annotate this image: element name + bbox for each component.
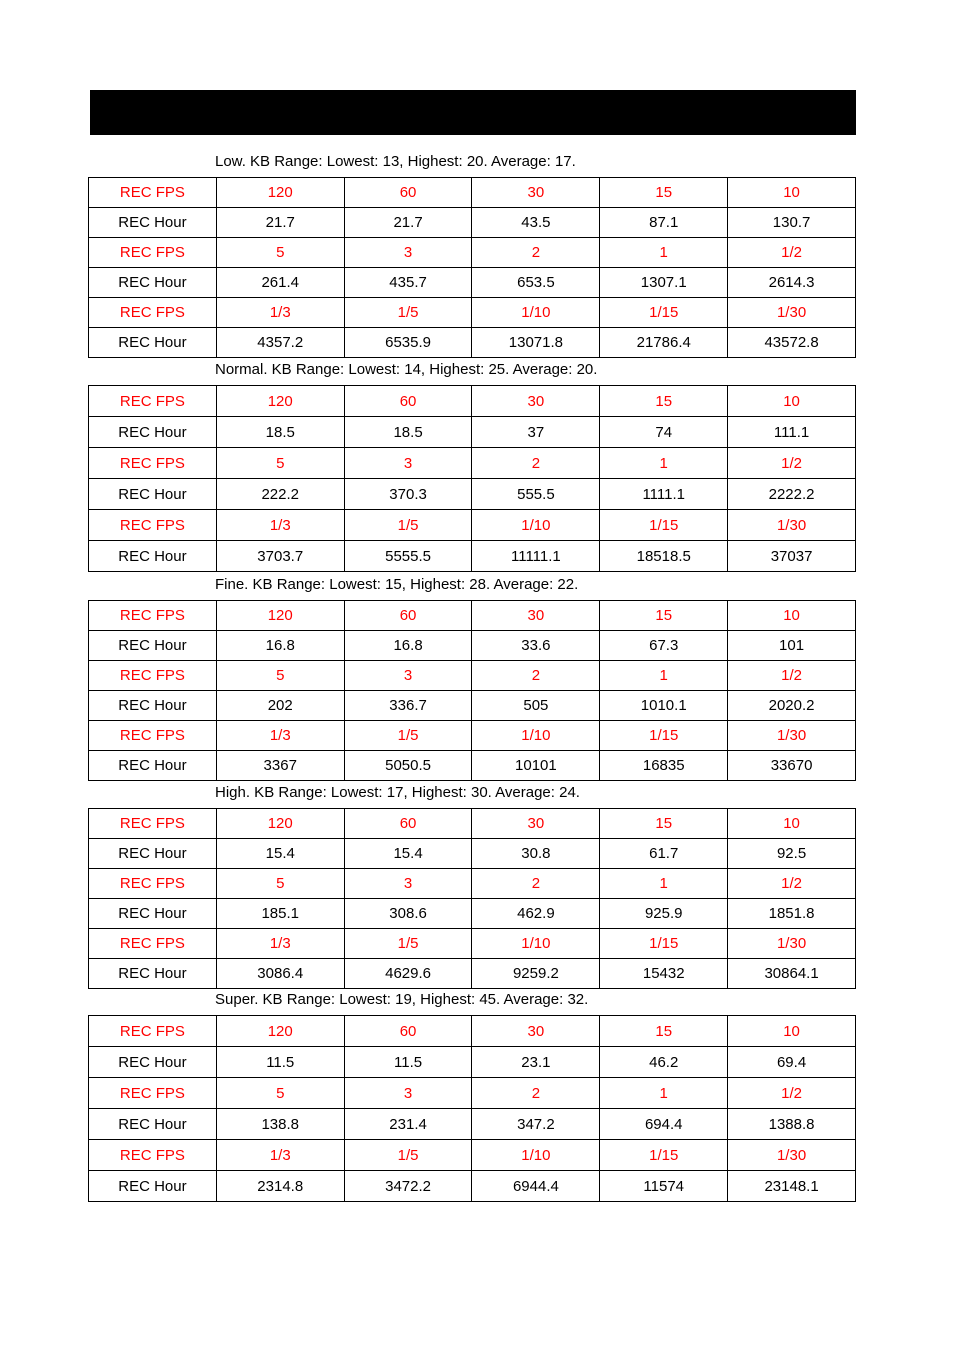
table-cell: 2614.3 [728, 268, 856, 298]
table-cell: 120 [216, 809, 344, 839]
table-cell: 1 [600, 1078, 728, 1109]
section-caption-normal: Normal. KB Range: Lowest: 14, Highest: 25. Average: 20. [215, 361, 598, 378]
table-cell: 61.7 [600, 839, 728, 869]
table-cell: 308.6 [344, 899, 472, 929]
table-cell: 694.4 [600, 1109, 728, 1140]
table-cell: 43572.8 [728, 328, 856, 358]
table-cell: 1307.1 [600, 268, 728, 298]
table-cell: 1/3 [216, 298, 344, 328]
table-row [89, 1140, 856, 1171]
table-cell: 16835 [600, 751, 728, 781]
row-label: REC Hour [89, 479, 217, 510]
table-cell: 1/30 [728, 298, 856, 328]
row-label: REC FPS [89, 298, 217, 328]
table-cell: 60 [344, 601, 472, 631]
table-cell: 1/10 [472, 721, 600, 751]
table-cell: 43.5 [472, 208, 600, 238]
row-label: REC FPS [89, 510, 217, 541]
table-cell: 33670 [728, 751, 856, 781]
table-cell: 23148.1 [728, 1171, 856, 1202]
row-label: REC Hour [89, 417, 217, 448]
table-row [89, 1047, 856, 1078]
table-cell: 1111.1 [600, 479, 728, 510]
table-cell: 1/30 [728, 721, 856, 751]
table-cell: 130.7 [728, 208, 856, 238]
row-label: REC Hour [89, 1109, 217, 1140]
table-cell: 30 [472, 809, 600, 839]
table-cell: 1851.8 [728, 899, 856, 929]
table-cell: 21.7 [216, 208, 344, 238]
table-cell: 18.5 [216, 417, 344, 448]
table-cell: 3 [344, 1078, 472, 1109]
table-cell: 60 [344, 386, 472, 417]
row-label: REC Hour [89, 631, 217, 661]
table-cell: 2314.8 [216, 1171, 344, 1202]
table-cell: 13071.8 [472, 328, 600, 358]
table-cell: 5050.5 [344, 751, 472, 781]
table-row [89, 268, 856, 298]
table-cell: 1/15 [600, 298, 728, 328]
table-cell: 92.5 [728, 839, 856, 869]
table-cell: 5 [216, 448, 344, 479]
table-cell: 120 [216, 178, 344, 208]
rec-table-low [88, 177, 856, 358]
table-row [89, 809, 856, 839]
table-row [89, 1078, 856, 1109]
table-row [89, 869, 856, 899]
table-row [89, 1109, 856, 1140]
table-cell: 2222.2 [728, 479, 856, 510]
table-cell: 1/5 [344, 929, 472, 959]
table-cell: 30864.1 [728, 959, 856, 989]
table-cell: 1010.1 [600, 691, 728, 721]
table-cell: 120 [216, 1016, 344, 1047]
table-cell: 1/3 [216, 510, 344, 541]
table-cell: 185.1 [216, 899, 344, 929]
table-cell: 2 [472, 1078, 600, 1109]
table-cell: 10 [728, 601, 856, 631]
table-cell: 21786.4 [600, 328, 728, 358]
table-cell: 2 [472, 869, 600, 899]
table-cell: 1/5 [344, 298, 472, 328]
table-row [89, 208, 856, 238]
table-cell: 11111.1 [472, 541, 600, 572]
row-label: REC Hour [89, 268, 217, 298]
table-cell: 120 [216, 386, 344, 417]
table-cell: 1/2 [728, 661, 856, 691]
rec-table-super [88, 1015, 856, 1202]
table-cell: 1 [600, 869, 728, 899]
table-row [89, 751, 856, 781]
table-cell: 1/2 [728, 448, 856, 479]
rec-table-fine [88, 600, 856, 781]
table-cell: 87.1 [600, 208, 728, 238]
table-cell: 60 [344, 178, 472, 208]
table-row [89, 328, 856, 358]
table-cell: 2020.2 [728, 691, 856, 721]
table-cell: 18.5 [344, 417, 472, 448]
table-cell: 30 [472, 1016, 600, 1047]
table-cell: 2 [472, 661, 600, 691]
table-row [89, 417, 856, 448]
table-cell: 6944.4 [472, 1171, 600, 1202]
table-cell: 370.3 [344, 479, 472, 510]
table-cell: 30 [472, 386, 600, 417]
table-cell: 15 [600, 601, 728, 631]
table-cell: 3 [344, 238, 472, 268]
row-label: REC Hour [89, 1171, 217, 1202]
table-cell: 30 [472, 601, 600, 631]
section-caption-high: High. KB Range: Lowest: 17, Highest: 30. Average: 24. [215, 784, 580, 801]
table-cell: 1/5 [344, 510, 472, 541]
row-label: REC FPS [89, 1078, 217, 1109]
table-cell: 1/3 [216, 1140, 344, 1171]
table-cell: 925.9 [600, 899, 728, 929]
table-cell: 15 [600, 386, 728, 417]
table-cell: 1/2 [728, 869, 856, 899]
table-cell: 10101 [472, 751, 600, 781]
rec-table-normal [88, 385, 856, 572]
table-cell: 2 [472, 238, 600, 268]
table-cell: 10 [728, 178, 856, 208]
table-row [89, 721, 856, 751]
table-row [89, 1016, 856, 1047]
table-row [89, 601, 856, 631]
table-cell: 11.5 [344, 1047, 472, 1078]
row-label: REC FPS [89, 601, 217, 631]
table-cell: 347.2 [472, 1109, 600, 1140]
table-cell: 21.7 [344, 208, 472, 238]
table-cell: 9259.2 [472, 959, 600, 989]
header-bar [90, 90, 856, 135]
table-cell: 5555.5 [344, 541, 472, 572]
table-cell: 555.5 [472, 479, 600, 510]
table-cell: 69.4 [728, 1047, 856, 1078]
table-cell: 101 [728, 631, 856, 661]
table-row [89, 541, 856, 572]
table-cell: 15 [600, 178, 728, 208]
table-cell: 1388.8 [728, 1109, 856, 1140]
table-cell: 1 [600, 238, 728, 268]
table-cell: 3086.4 [216, 959, 344, 989]
table-cell: 1/5 [344, 721, 472, 751]
table-cell: 11574 [600, 1171, 728, 1202]
table-row [89, 479, 856, 510]
table-cell: 1/10 [472, 929, 600, 959]
table-row [89, 839, 856, 869]
table-cell: 505 [472, 691, 600, 721]
table-row [89, 238, 856, 268]
table-cell: 3367 [216, 751, 344, 781]
row-label: REC FPS [89, 721, 217, 751]
row-label: REC Hour [89, 208, 217, 238]
table-cell: 231.4 [344, 1109, 472, 1140]
table-cell: 1/30 [728, 1140, 856, 1171]
row-label: REC FPS [89, 869, 217, 899]
row-label: REC Hour [89, 541, 217, 572]
row-label: REC FPS [89, 448, 217, 479]
table-row [89, 386, 856, 417]
section-caption-fine: Fine. KB Range: Lowest: 15, Highest: 28. Average: 22. [215, 576, 579, 593]
row-label: REC FPS [89, 661, 217, 691]
table-row [89, 178, 856, 208]
table-cell: 2 [472, 448, 600, 479]
row-label: REC Hour [89, 328, 217, 358]
table-cell: 15432 [600, 959, 728, 989]
table-row [89, 661, 856, 691]
table-cell: 11.5 [216, 1047, 344, 1078]
table-cell: 10 [728, 386, 856, 417]
table-cell: 3 [344, 448, 472, 479]
row-label: REC FPS [89, 809, 217, 839]
table-cell: 6535.9 [344, 328, 472, 358]
table-cell: 37 [472, 417, 600, 448]
table-row [89, 899, 856, 929]
row-label: REC Hour [89, 1047, 217, 1078]
table-cell: 60 [344, 809, 472, 839]
row-label: REC FPS [89, 238, 217, 268]
row-label: REC Hour [89, 839, 217, 869]
table-cell: 30 [472, 178, 600, 208]
table-cell: 1/10 [472, 510, 600, 541]
table-cell: 5 [216, 869, 344, 899]
table-row [89, 448, 856, 479]
table-row [89, 631, 856, 661]
table-row [89, 1171, 856, 1202]
table-cell: 4629.6 [344, 959, 472, 989]
table-cell: 1/10 [472, 1140, 600, 1171]
table-cell: 1/2 [728, 1078, 856, 1109]
table-row [89, 929, 856, 959]
table-cell: 10 [728, 1016, 856, 1047]
table-cell: 46.2 [600, 1047, 728, 1078]
table-cell: 202 [216, 691, 344, 721]
table-cell: 120 [216, 601, 344, 631]
table-row [89, 298, 856, 328]
table-cell: 3703.7 [216, 541, 344, 572]
table-cell: 15 [600, 809, 728, 839]
table-cell: 653.5 [472, 268, 600, 298]
row-label: REC FPS [89, 1140, 217, 1171]
table-cell: 1/15 [600, 1140, 728, 1171]
table-cell: 23.1 [472, 1047, 600, 1078]
table-cell: 67.3 [600, 631, 728, 661]
table-cell: 1/30 [728, 510, 856, 541]
table-cell: 1/2 [728, 238, 856, 268]
table-cell: 15.4 [216, 839, 344, 869]
table-cell: 3 [344, 869, 472, 899]
table-cell: 15 [600, 1016, 728, 1047]
table-cell: 336.7 [344, 691, 472, 721]
table-cell: 261.4 [216, 268, 344, 298]
table-cell: 1/30 [728, 929, 856, 959]
table-cell: 74 [600, 417, 728, 448]
table-cell: 1 [600, 448, 728, 479]
table-row [89, 510, 856, 541]
row-label: REC FPS [89, 929, 217, 959]
table-row [89, 691, 856, 721]
table-cell: 16.8 [344, 631, 472, 661]
table-cell: 1/15 [600, 510, 728, 541]
row-label: REC FPS [89, 1016, 217, 1047]
row-label: REC Hour [89, 899, 217, 929]
table-cell: 462.9 [472, 899, 600, 929]
row-label: REC Hour [89, 959, 217, 989]
section-caption-low: Low. KB Range: Lowest: 13, Highest: 20. Average: 17. [215, 153, 576, 170]
table-cell: 1/15 [600, 721, 728, 751]
row-label: REC FPS [89, 178, 217, 208]
table-cell: 1/3 [216, 929, 344, 959]
table-cell: 37037 [728, 541, 856, 572]
table-cell: 60 [344, 1016, 472, 1047]
table-cell: 5 [216, 1078, 344, 1109]
table-cell: 111.1 [728, 417, 856, 448]
row-label: REC FPS [89, 386, 217, 417]
table-cell: 30.8 [472, 839, 600, 869]
table-cell: 222.2 [216, 479, 344, 510]
table-cell: 138.8 [216, 1109, 344, 1140]
table-cell: 5 [216, 661, 344, 691]
table-cell: 33.6 [472, 631, 600, 661]
table-cell: 4357.2 [216, 328, 344, 358]
table-cell: 1/15 [600, 929, 728, 959]
table-cell: 435.7 [344, 268, 472, 298]
rec-table-high [88, 808, 856, 989]
section-caption-super: Super. KB Range: Lowest: 19, Highest: 45. Average: 32. [215, 991, 589, 1008]
table-cell: 10 [728, 809, 856, 839]
table-cell: 1 [600, 661, 728, 691]
table-cell: 15.4 [344, 839, 472, 869]
table-cell: 1/3 [216, 721, 344, 751]
table-cell: 3 [344, 661, 472, 691]
table-cell: 1/5 [344, 1140, 472, 1171]
table-cell: 1/10 [472, 298, 600, 328]
row-label: REC Hour [89, 691, 217, 721]
table-row [89, 959, 856, 989]
table-cell: 18518.5 [600, 541, 728, 572]
table-cell: 16.8 [216, 631, 344, 661]
row-label: REC Hour [89, 751, 217, 781]
table-cell: 3472.2 [344, 1171, 472, 1202]
table-cell: 5 [216, 238, 344, 268]
